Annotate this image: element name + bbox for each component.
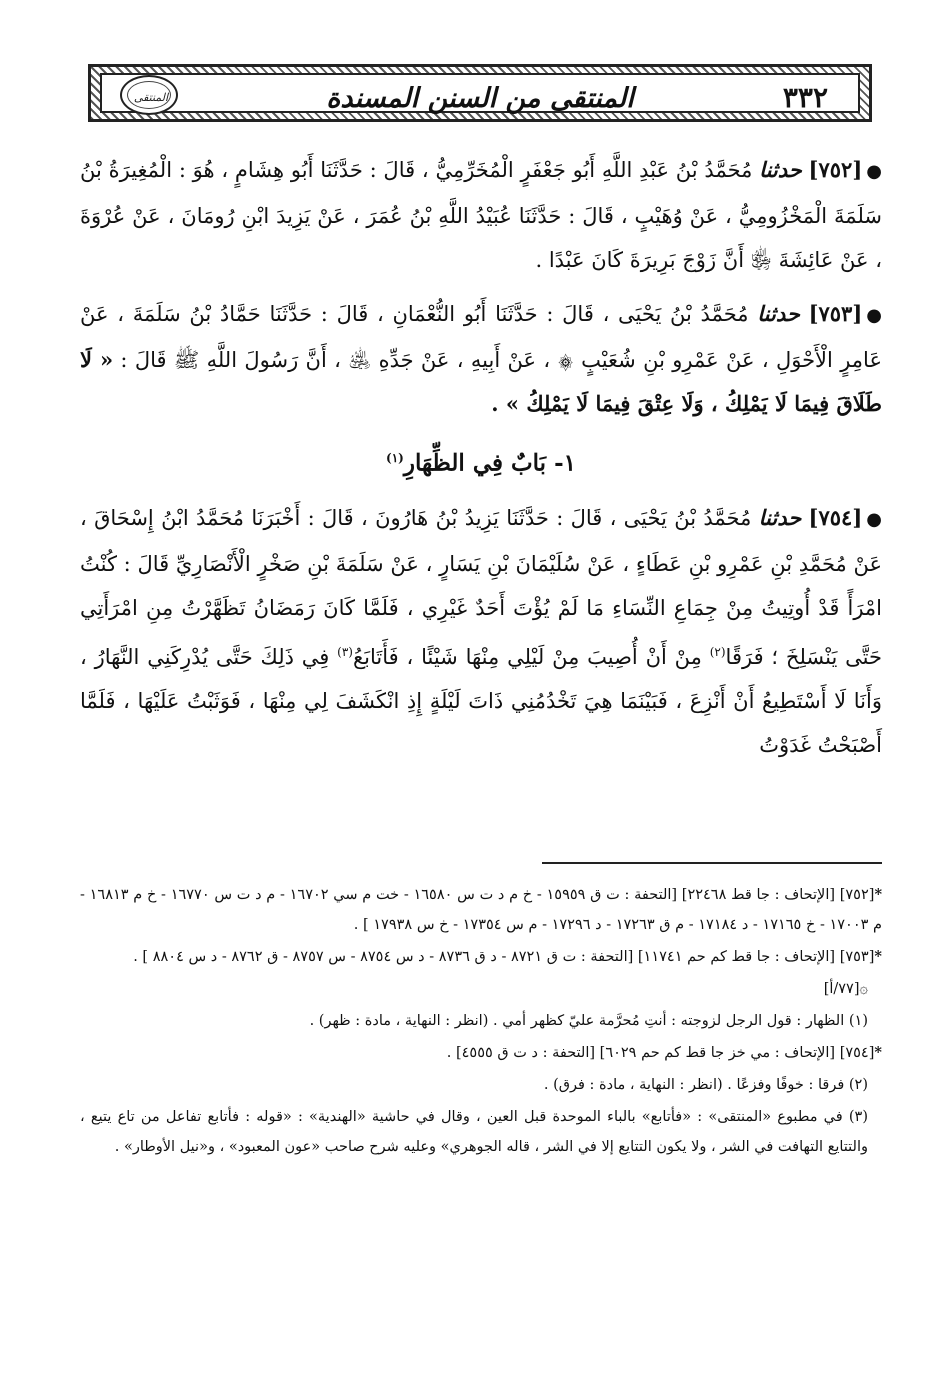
logo-badge bbox=[120, 75, 178, 115]
prophetic-quote: « لَا طَلَاقَ فِيمَا لَا يَمْلِكُ ، وَلَا عِتْقَ فِيمَا لَا يَمْلِكُ » . bbox=[80, 347, 882, 416]
footnote-752 bbox=[80, 880, 882, 940]
page-number: ٣٣٢ bbox=[782, 81, 828, 114]
footnote-2 bbox=[80, 1070, 882, 1100]
hadith-754 bbox=[80, 496, 882, 767]
footnote-text: ۞[٧٧/أ] bbox=[823, 981, 868, 997]
footnote-text: [٧٥٣] [الإتحاف : جا قط كم حم ١١٧٤١] [التحفة : ت ق ٨٧٢١ - د ق ٨٧٣٦ - د س ٨٧٥٤ - س ٨٧٥٧ - ق ٨٧٦٢ - د س ٨٨٠٤ ] . bbox=[133, 949, 875, 965]
asterisk-icon: * bbox=[874, 1044, 882, 1061]
hadith-text: مُحَمَّدُ بْنُ يَحْيَى ، قَالَ : حَدَّثَنَا أَبُو النُّعْمَانِ ، قَالَ : حَدَّثَنَا حَمَّادُ بْنُ سَلَمَةَ ، عَنْ عَامِرٍ الْأَحْوَلِ ، عَنْ عَمْرِو بْنِ شُعَيْبٍ ۞ ، عَنْ أَبِيهِ ، عَنْ جَدِّهِ ﵁ ، أَنَّ رَسُولَ اللَّهِ ﷺ قَالَ : bbox=[80, 302, 882, 372]
header-inner bbox=[100, 73, 860, 113]
running-title: المنتقى من السنن المسندة bbox=[326, 83, 634, 114]
hadith-number: [٧٥٤] bbox=[808, 504, 863, 530]
footnote-753-ref bbox=[80, 974, 882, 1004]
hadith-text: مُحَمَّدُ بْنُ عَبْدِ اللَّهِ أَبُو جَعْفَرٍ الْمُخَرِّمِيُّ ، قَالَ : حَدَّثَنَا أَبُو هِشَامٍ ، هُوَ : الْمُغِيرَةُ بْنُ سَلَمَةَ الْمَخْزُومِيُّ ، عَنْ وُهَيْبٍ ، قَالَ : حَدَّثَنَا عُبَيْدُ اللَّهِ بْنُ عُمَرَ ، عَنْ يَزِيدَ ابْنِ رُومَانَ ، عَنْ عُرْوَةَ ، عَنْ عَائِشَةَ ﵂ أَنَّ زَوْجَ بَرِيرَةَ كَانَ عَبْدًا . bbox=[80, 158, 882, 272]
footnote-3 bbox=[80, 1102, 882, 1162]
bullet-icon: ● bbox=[866, 305, 882, 326]
hadith-752 bbox=[80, 148, 882, 282]
hadith-text-part2: مِنْ أَنْ أُصِيبَ مِنْ لَيْلِي مِنْهَا شَيْئًا ، فَأَتَابَعُ bbox=[352, 644, 702, 669]
footnote-mark: (٢) bbox=[709, 644, 726, 659]
asterisk-icon: * bbox=[874, 948, 882, 965]
chapter-heading bbox=[80, 436, 882, 486]
hadith-text-part3: فِي ذَلِكَ حَتَّى يُدْرِكَنِي النَّهَارُ ، وَأَنَا لَا أَسْتَطِيعُ أَنْ أَنْزِعَ ، فَبَيْنَمَا هِيَ تَخْدُمُنِي ذَاتَ لَيْلَةٍ إِذِ انْكَشَفَ لِي مِنْهَا ، فَوَثَبْتُ عَلَيْهَا ، فَلَمَّا أَصْبَحْتُ غَدَوْتُ bbox=[80, 644, 882, 757]
hadith-opening: حدثنا bbox=[758, 504, 802, 530]
footnote-text: [٧٥٤] [الإتحاف : مي خز جا قط كم حم ٦٠٢٩] [التحفة : د ت ق ٤٥٥٥] . bbox=[446, 1045, 875, 1061]
chapter-title: ١- بَابٌ فِي الظِّهَارِ bbox=[403, 449, 576, 477]
footnote-text: (١) الظهار : قول الرجل لزوجته : أنتِ مُحرَّمة عليّ كظهر أمي . (انظر : النهاية ، مادة : ظهر) . bbox=[309, 1013, 868, 1029]
footnote-text: [٧٥٢] [الإتحاف : جا قط ٢٢٤٦٨] [التحفة : ت ق ١٥٩٥٩ - خ م د ت س ١٦٥٨٠ - خت م سي ١٦٧٠٢ - م د ت س ١٦٧٧٠ - خ م ١٦٨١٣ - م ١٧٠٠٣ - خ ١٧١٦٥ - د ١٧١٨٤ - م ق ١٧٢٦٣ - د ١٧٢٩٦ - م س ١٧٣٥٤ - خ س ١٧٩٣٨ ] . bbox=[80, 887, 882, 933]
footnote-mark: (٣) bbox=[337, 644, 353, 659]
footnote-754 bbox=[80, 1038, 882, 1068]
logo-text: المنتقى bbox=[133, 91, 169, 104]
main-text bbox=[80, 148, 882, 777]
footnote-text: (٣) في مطبوع «المنتقى» : «فأتابع» بالباء الموحدة قبل العين ، وقال في حاشية «الهندية» : «قوله : فأتابع تفاعل من تاع يتيع ، والتتايع التهافت في الشر ، ولا يكون التتايع إلا في الشر ، قاله الجوهري» وعليه شرح صاحب «عون المعبود» ، و«نيل الأوطار» . bbox=[80, 1109, 868, 1155]
footnote-mark: (١) bbox=[386, 451, 404, 465]
footnote-753 bbox=[80, 942, 882, 972]
hadith-number: [٧٥٣] bbox=[808, 301, 863, 326]
hadith-753 bbox=[80, 292, 882, 426]
footnote-divider bbox=[542, 862, 882, 864]
logo-icon bbox=[131, 84, 171, 110]
hadith-opening: حدثنا bbox=[757, 301, 800, 326]
asterisk-icon: * bbox=[874, 886, 883, 903]
bullet-icon: ● bbox=[866, 508, 882, 530]
footnotes bbox=[80, 880, 882, 1164]
bullet-icon: ● bbox=[866, 161, 882, 182]
hadith-number: [٧٥٢] bbox=[808, 157, 863, 182]
hadith-opening: حدثنا bbox=[759, 157, 802, 182]
footnote-1 bbox=[80, 1006, 882, 1036]
hadith-text-part1: مُحَمَّدُ بْنُ يَحْيَى ، قَالَ : حَدَّثَنَا يَزِيدُ بْنُ هَارُونَ ، قَالَ : أَخْبَرَنَا مُحَمَّدُ ابْنُ إِسْحَاقَ ، عَنْ مُحَمَّدِ بْنِ عَمْرِو بْنِ عَطَاءٍ ، عَنْ سُلَيْمَانَ بْنِ يَسَارٍ ، عَنْ سَلَمَةَ بْنِ صَخْرٍ الْأَنْصَارِيِّ قَالَ : كُنْتُ امْرَأً قَدْ أُوتِيتُ مِنْ جِمَاعِ النِّسَاءِ مَا لَمْ يُؤْتَ أَحَدٌ غَيْرِي ، فَلَمَّا كَانَ رَمَضَانُ تَظَهَّرْتُ مِنِ امْرَأَتِي حَتَّى يَنْسَلِخَ ؛ فَرَقًا bbox=[80, 505, 882, 669]
page-header bbox=[88, 64, 872, 122]
footnote-text: (٢) فرقا : خوفًا وفزعًا . (انظر : النهاية ، مادة : فرق) . bbox=[543, 1077, 868, 1093]
